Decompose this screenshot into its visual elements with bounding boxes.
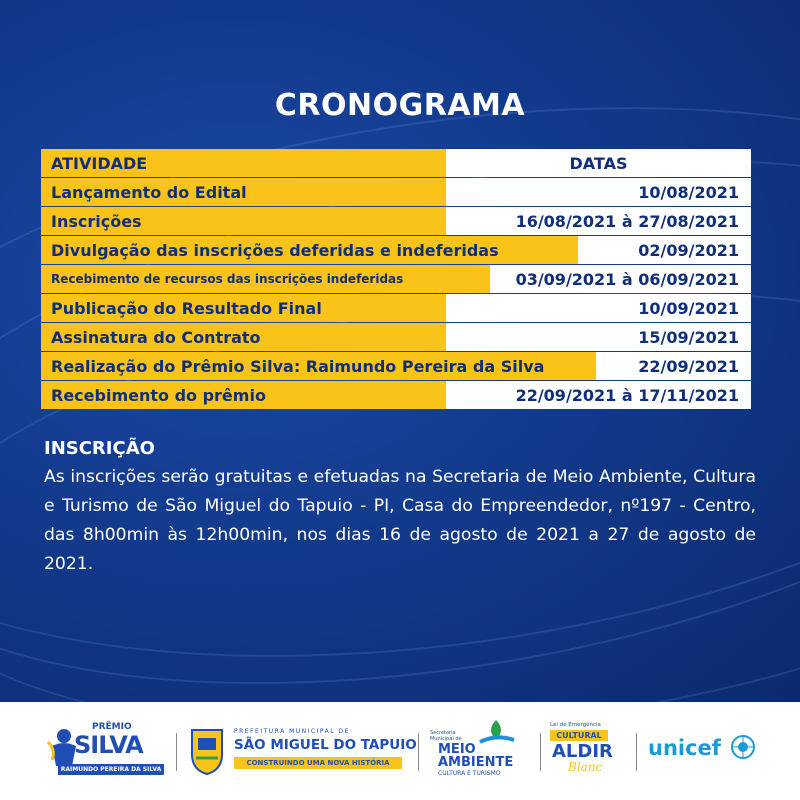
row-activity: Publicação do Resultado Final [41, 294, 446, 322]
row-activity: Realização do Prêmio Silva: Raimundo Pereira da Silva [41, 352, 596, 380]
row-date: 03/09/2021 à 06/09/2021 [490, 265, 751, 293]
schedule-table [41, 149, 751, 410]
premio-sub: RAIMUNDO PEREIRA DA SILVA [58, 764, 164, 775]
divider [636, 733, 637, 771]
table-header [41, 149, 751, 177]
table-row [41, 352, 751, 380]
meio-main1: MEIO [438, 742, 476, 757]
aldir-top: Lei de Emergência [550, 722, 601, 728]
aldir-script: Blanc [568, 760, 603, 774]
header-dates: DATAS [446, 149, 751, 177]
premio-silva-logo [44, 722, 166, 778]
row-date: 22/09/2021 [596, 352, 751, 380]
table-row [41, 294, 751, 322]
row-date: 10/09/2021 [446, 294, 751, 322]
aldir-blanc-logo [550, 722, 626, 778]
inscricao-title: INSCRIÇÃO [44, 438, 155, 459]
prefeitura-main: SÃO MIGUEL DO TAPUIO [234, 737, 417, 753]
row-date: 22/09/2021 à 17/11/2021 [446, 381, 751, 409]
row-date: 16/08/2021 à 27/08/2021 [446, 207, 751, 235]
row-date: 15/09/2021 [446, 323, 751, 351]
meio-sub: CULTURA E TURISMO [438, 770, 501, 777]
premio-main: SILVA [74, 731, 143, 759]
table-row [41, 265, 751, 293]
table-row [41, 178, 751, 206]
row-activity: Divulgação das inscrições deferidas e indeferidas [41, 236, 578, 264]
table-row [41, 323, 751, 351]
leaf-drop-icon [476, 716, 516, 746]
table-row [41, 381, 751, 409]
divider [540, 733, 541, 771]
row-activity: Assinatura do Contrato [41, 323, 446, 351]
row-date: 10/08/2021 [446, 178, 751, 206]
page-title: CRONOGRAMA [274, 88, 526, 123]
meio-top: Secretaria Municipal de [430, 730, 462, 742]
prefeitura-top: PREFEITURA MUNICIPAL DE [234, 728, 350, 735]
prefeitura-sub: CONSTRUINDO UMA NOVA HISTÓRIA [234, 757, 402, 769]
unicef-emblem-icon [730, 734, 756, 760]
row-activity: Recebimento de recursos das inscrições indeferidas [41, 265, 490, 293]
row-activity: Inscrições [41, 207, 446, 235]
unicef-logo [648, 734, 758, 764]
meio-main2: AMBIENTE [438, 755, 514, 770]
coat-of-arms-icon [186, 724, 228, 776]
divider [176, 733, 177, 771]
meio-ambiente-logo [430, 716, 530, 778]
unicef-text: unicef [648, 736, 721, 760]
aldir-main1: CULTURAL [550, 730, 608, 741]
row-activity: Recebimento do prêmio [41, 381, 446, 409]
inscricao-text: As inscrições serão gratuitas e efetuadas na Secretaria de Meio Ambiente, Cultura e Turismo de São Miguel do Tapuio - PI, Casa do Empreendedor, nº197 - Centro, das 8h00min às 12h00min, nos dias 16 de agosto de 2021 a 27 de agosto de 2021. [44, 467, 756, 574]
row-date: 02/09/2021 [578, 236, 751, 264]
aldir-main2: ALDIR [552, 741, 613, 762]
header-activity: ATIVIDADE [41, 149, 446, 177]
table-row [41, 207, 751, 235]
table-row [41, 236, 751, 264]
prefeitura-logo [186, 722, 417, 778]
divider [418, 733, 419, 771]
row-activity: Lançamento do Edital [41, 178, 446, 206]
premio-top: PRÊMIO [92, 722, 132, 732]
